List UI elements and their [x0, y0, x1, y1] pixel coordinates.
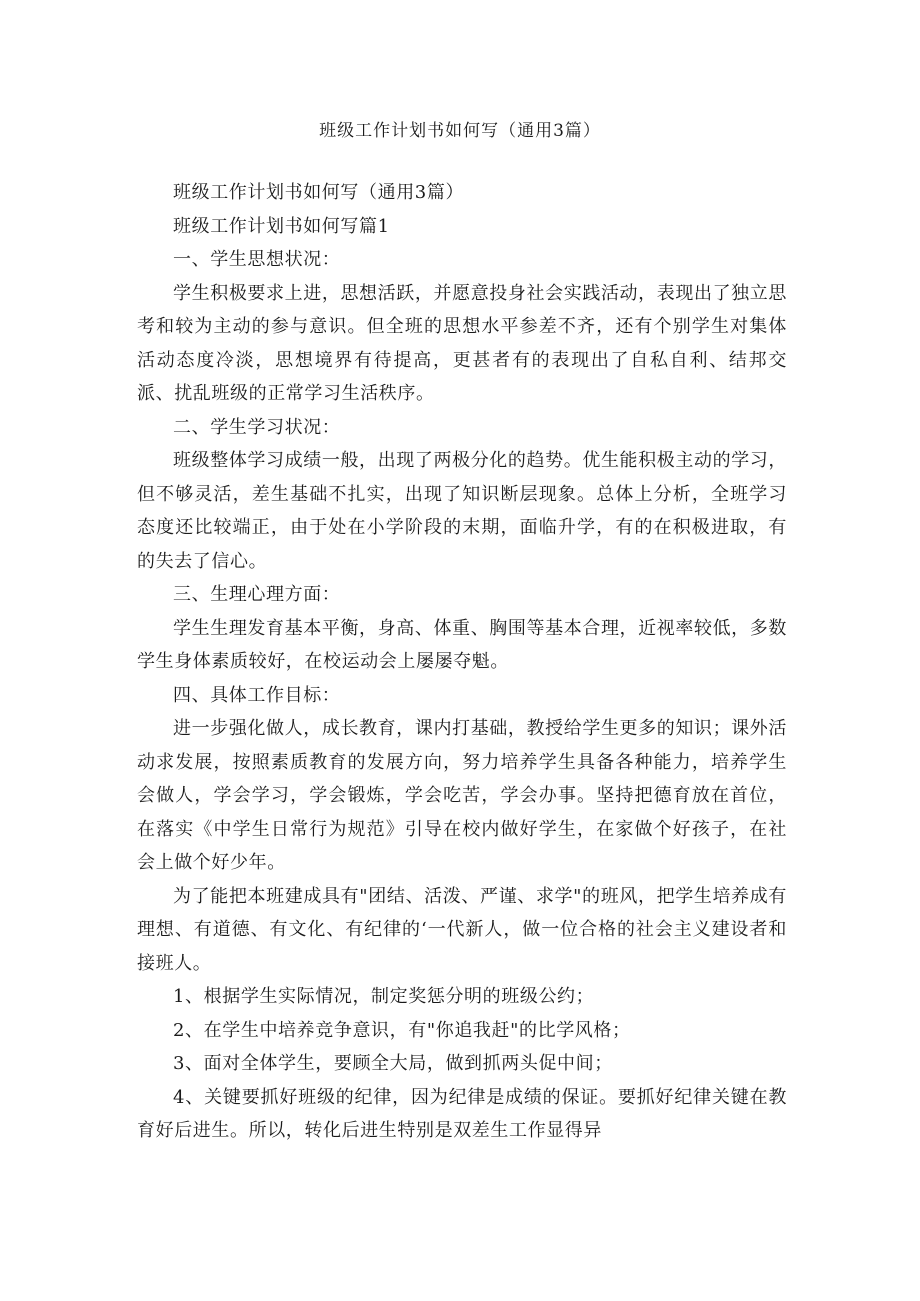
section-heading-physiology: 三、生理心理方面：	[173, 584, 341, 605]
paragraph-study: 班级整体学习成绩一般，出现了两极分化的趋势。优生能积极主动的学习，但不够灵活，差生基础不扎实，出现了知识断层现象。总体上分析，全班学习态度还比较端正，由于处在小学阶段的末期，面临升学，有的在积极进取，有的失去了信心。	[137, 450, 787, 572]
doc-heading: 班级工作计划书如何写（通用3篇）	[173, 182, 465, 203]
section-heading-study: 二、学生学习状况：	[173, 416, 341, 438]
doc-subheading: 班级工作计划书如何写篇1	[173, 215, 390, 237]
section-heading-thought: 一、学生思想状况：	[173, 249, 341, 270]
list-item-4: 4、关键要抓好班级的纪律，因为纪律是成绩的保证。要抓好纪律关键在教育好后进生。所以，转化后进生特别是双差生工作显得异	[137, 1086, 787, 1141]
section-heading-goals: 四、具体工作目标：	[173, 684, 341, 706]
paragraph-goals: 进一步强化做人，成长教育，课内打基础，教授给学生更多的知识；课外活动求发展，按照素质教育的发展方向，努力培养学生具备各种能力，培养学生会做人，学会学习，学会锻炼，学会吃苦，学会办事。坚持把德育放在首位，在落实《中学生日常行为规范》引导在校内做好学生，在家做个好孩子，在社会上做个好少年。	[137, 718, 787, 873]
document-body	[137, 176, 787, 1148]
paragraph-physiology: 学生生理发育基本平衡，身高、体重、胸围等基本合理，近视率较低，多数学生身体素质较好，在校运动会上屡屡夺魁。	[137, 617, 787, 672]
list-item-1: 1、根据学生实际情况，制定奖惩分明的班级公约；	[173, 986, 595, 1007]
list-item-3: 3、面对全体学生，要顾全大局，做到抓两头促中间；	[173, 1053, 613, 1074]
paragraph-thought: 学生积极要求上进，思想活跃，并愿意投身社会实践活动，表现出了独立思考和较为主动的参与意识。但全班的思想水平参差不齐，还有个别学生对集体活动态度冷淡，思想境界有待提高，更甚者有的表现出了自私自利、结邦交派、扰乱班级的正常学习生活秩序。	[137, 282, 787, 404]
list-item-2: 2、在学生中培养竞争意识，有"你追我赶"的比学风格；	[173, 1019, 631, 1041]
paragraph-class-style: 为了能把本班建成具有"团结、活泼、严谨、求学"的班风，把学生培养成有理想、有道德、有文化、有纪律的‘一代新人，做一位合格的社会主义建设者和接班人。	[137, 885, 787, 974]
page-title: 班级工作计划书如何写（通用3篇）	[319, 121, 601, 141]
